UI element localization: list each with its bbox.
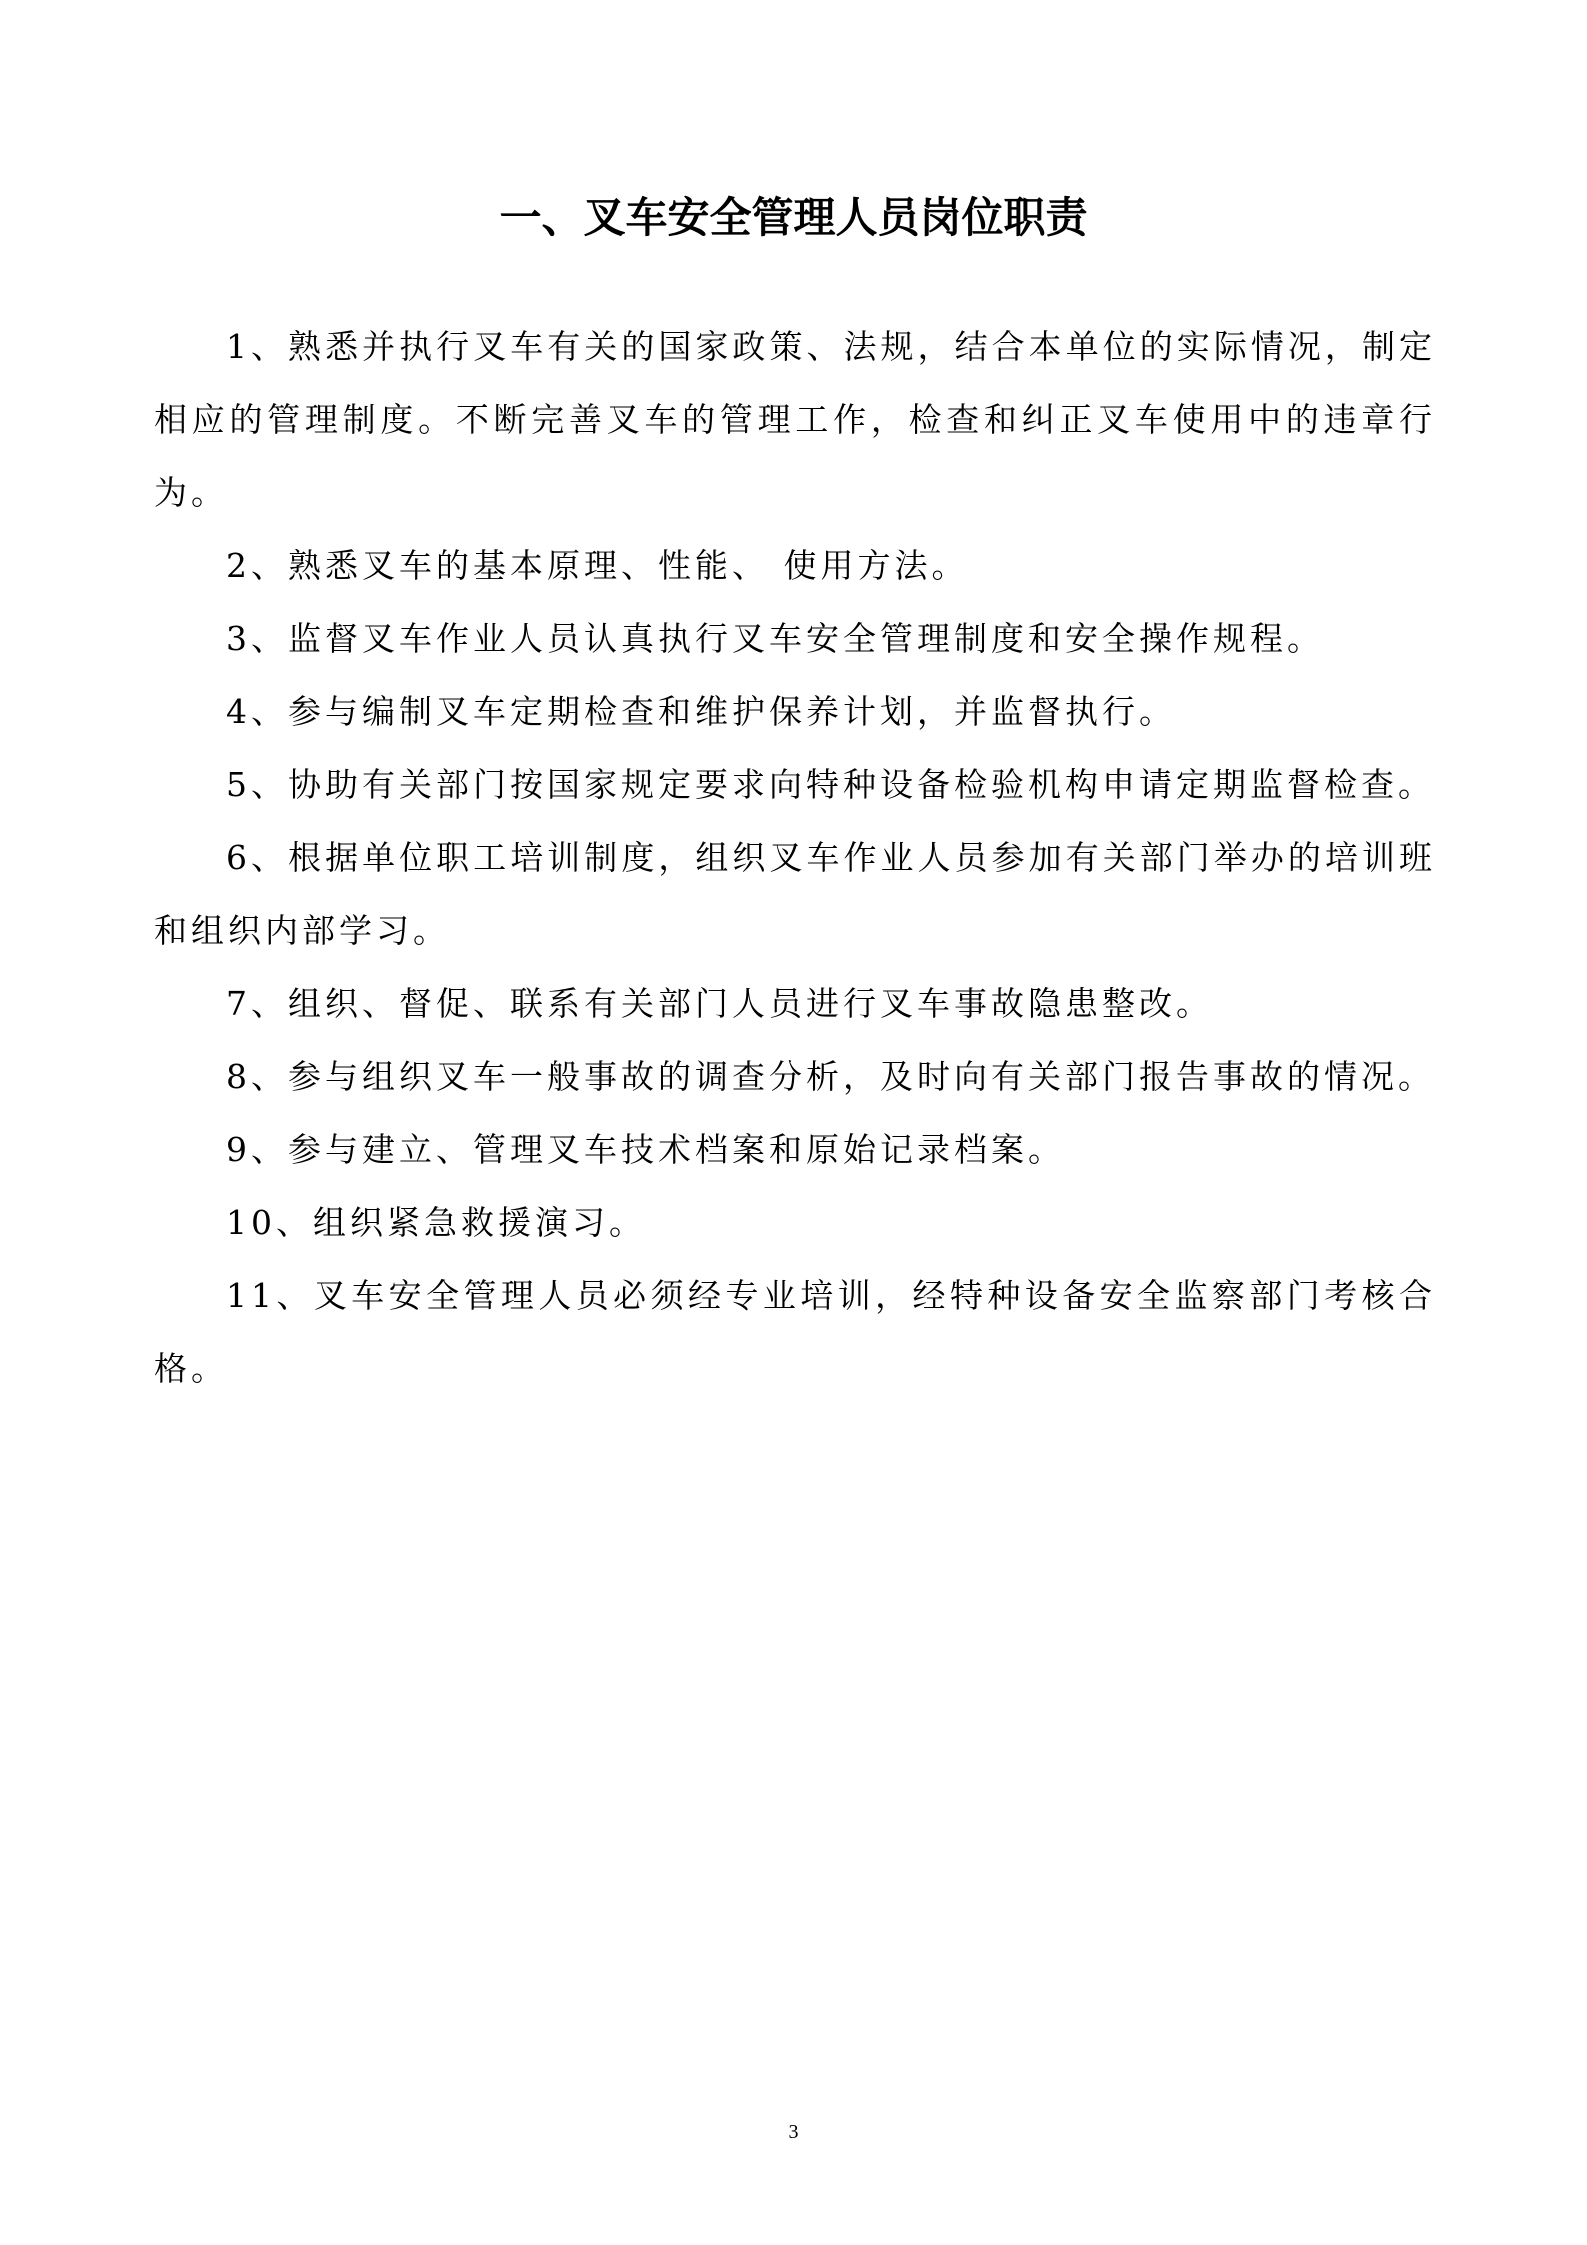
paragraph-11: 11、叉车安全管理人员必须经专业培训，经特种设备安全监察部门考核合格。 (154, 1276, 1436, 1388)
document-body (154, 310, 1436, 1405)
paragraph-5: 5、协助有关部门按国家规定要求向特种设备检验机构申请定期监督检查。 (226, 765, 1435, 804)
paragraph-6: 6、根据单位职工培训制度，组织叉车作业人员参加有关部门举办的培训班和组织内部学习。 (154, 838, 1436, 950)
paragraph-7: 7、组织、督促、联系有关部门人员进行叉车事故隐患整改。 (226, 984, 1213, 1023)
paragraph-3: 3、监督叉车作业人员认真执行叉车安全管理制度和安全操作规程。 (226, 619, 1324, 658)
paragraph-2: 2、熟悉叉车的基本原理、性能、 使用方法。 (226, 546, 969, 585)
paragraph-8: 8、参与组织叉车一般事故的调查分析，及时向有关部门报告事故的情况。 (226, 1057, 1435, 1096)
paragraph-4: 4、参与编制叉车定期检查和维护保养计划，并监督执行。 (226, 692, 1176, 731)
paragraph-1: 1、熟悉并执行叉车有关的国家政策、法规，结合本单位的实际情况，制定相应的管理制度。不断完善叉车的管理工作，检查和纠正叉车使用中的违章行为。 (154, 327, 1436, 512)
page-title: 一、叉车安全管理人员岗位职责 (499, 193, 1088, 242)
paragraph-9: 9、参与建立、管理叉车技术档案和原始记录档案。 (226, 1130, 1065, 1169)
page-number: 3 (788, 2121, 799, 2143)
paragraph-10: 10、组织紧急救援演习。 (226, 1203, 646, 1242)
